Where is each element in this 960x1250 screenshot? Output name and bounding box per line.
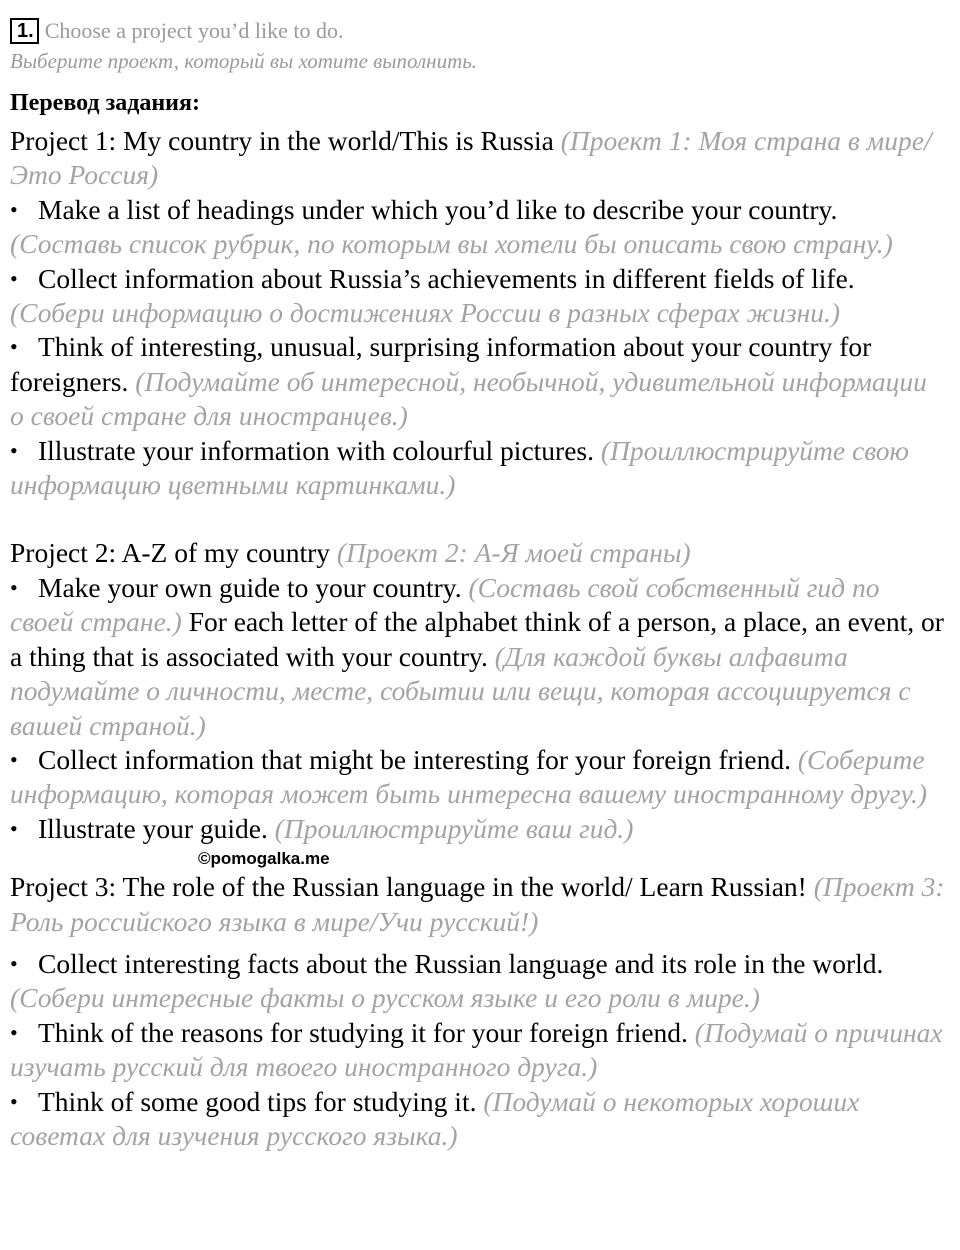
item-translation: (Подумай о некоторых хороших советах для изучения русского языка.) <box>10 1085 860 1151</box>
project-title-translation: (Проект 2: А-Я моей страны) <box>336 537 691 569</box>
bullet-icon: • <box>10 574 18 600</box>
item-translation: (Соберите информацию, которая может быть интересна вашему иностранному другу.) <box>10 743 928 810</box>
bullet-icon: • <box>10 950 18 976</box>
item-text-en: Illustrate your information with colourful pictures. <box>38 434 594 466</box>
item-text-en: Make your own guide to your country. <box>38 571 462 603</box>
list-item <box>10 1085 945 1154</box>
item-text-en: Think of the reasons for studying it for your foreign friend. <box>38 1016 688 1048</box>
item-translation-continued: (Для каждой буквы алфавита подумайте о личности, месте, событии или вещи, которая ассоциируется с вашей страной.) <box>10 640 911 741</box>
task-number-badge: 1. <box>10 18 39 44</box>
item-translation: (Подумай о причинах изучать русский для твоего иностранного друга.) <box>10 1016 943 1083</box>
item-text-en: Make a list of headings under which you’d like to describe your country. <box>38 193 838 225</box>
spacer <box>10 502 945 536</box>
item-text-en: Collect information about Russia’s achievements in different fields of life. <box>38 262 855 294</box>
bullet-icon: • <box>10 746 18 772</box>
project-1-title <box>10 124 945 193</box>
watermark: ©pomogalka.me <box>198 849 330 869</box>
bullet-icon: • <box>10 196 18 222</box>
list-item <box>10 571 945 743</box>
list-item <box>10 743 945 812</box>
item-text-en-continued: For each letter of the alphabet think of a person, a place, an event, or a thing that is associated with your country. <box>10 606 944 672</box>
bullet-icon: • <box>10 265 18 291</box>
list-item <box>10 947 945 1016</box>
project-title-translation: (Проект 3: Роль российского языка в мире/Учи русский!) <box>10 871 945 937</box>
list-item <box>10 434 945 503</box>
document-page <box>10 16 945 1153</box>
section-title: Перевод задания: <box>10 90 200 116</box>
list-item <box>10 812 945 846</box>
item-text-en: Think of interesting, unusual, surprising information about your country for foreigners. <box>10 331 872 397</box>
bullet-icon: • <box>10 437 18 463</box>
item-text-en: Think of some good tips for studying it. <box>38 1085 477 1117</box>
list-item <box>10 193 945 262</box>
project-3-title <box>10 870 945 939</box>
item-text-en: Collect information that might be interesting for your foreign friend. <box>38 743 792 775</box>
bullet-icon: • <box>10 334 18 360</box>
task-instruction-en: Choose a project you’d like to do. <box>44 18 344 43</box>
item-text-en: Collect interesting facts about the Russian language and its role in the world. <box>38 947 884 979</box>
list-item <box>10 1016 945 1085</box>
bullet-icon: • <box>10 1088 18 1114</box>
item-translation: (Составь свой собственный гид по своей стране.) <box>10 571 880 638</box>
project-2-title <box>10 536 945 570</box>
bullet-icon: • <box>10 815 18 841</box>
task-instruction-ru: Выберите проект, который вы хотите выполнить. <box>10 49 478 73</box>
task-header <box>10 16 945 46</box>
item-translation: (Проиллюстрируйте свою информацию цветными картинками.) <box>10 434 909 501</box>
project-title-translation: (Проект 1: Моя страна в мире/Это Россия) <box>10 125 932 191</box>
item-translation: (Подумайте об интересной, необычной, удивительной информации о своей стране для иностранцев.) <box>10 365 927 432</box>
list-item <box>10 330 945 433</box>
project-title-text: Project 2: A-Z of my country <box>10 537 331 569</box>
item-translation: (Собери информацию о достижениях России в разных сферах жизни.) <box>10 297 841 329</box>
list-item <box>10 262 945 331</box>
item-translation: (Составь список рубрик, по которым вы хотели бы описать свою страну.) <box>10 228 893 260</box>
item-translation: (Проиллюстрируйте ваш гид.) <box>274 812 634 844</box>
item-translation: (Собери интересные факты о русском языке и его роли в мире.) <box>10 982 760 1014</box>
bullet-icon: • <box>10 1019 18 1045</box>
project-title-text: Project 3: The role of the Russian language in the world/ Learn Russian! <box>10 871 807 903</box>
item-text-en: Illustrate your guide. <box>38 812 268 844</box>
project-title-text: Project 1: My country in the world/This is Russia <box>10 125 554 156</box>
